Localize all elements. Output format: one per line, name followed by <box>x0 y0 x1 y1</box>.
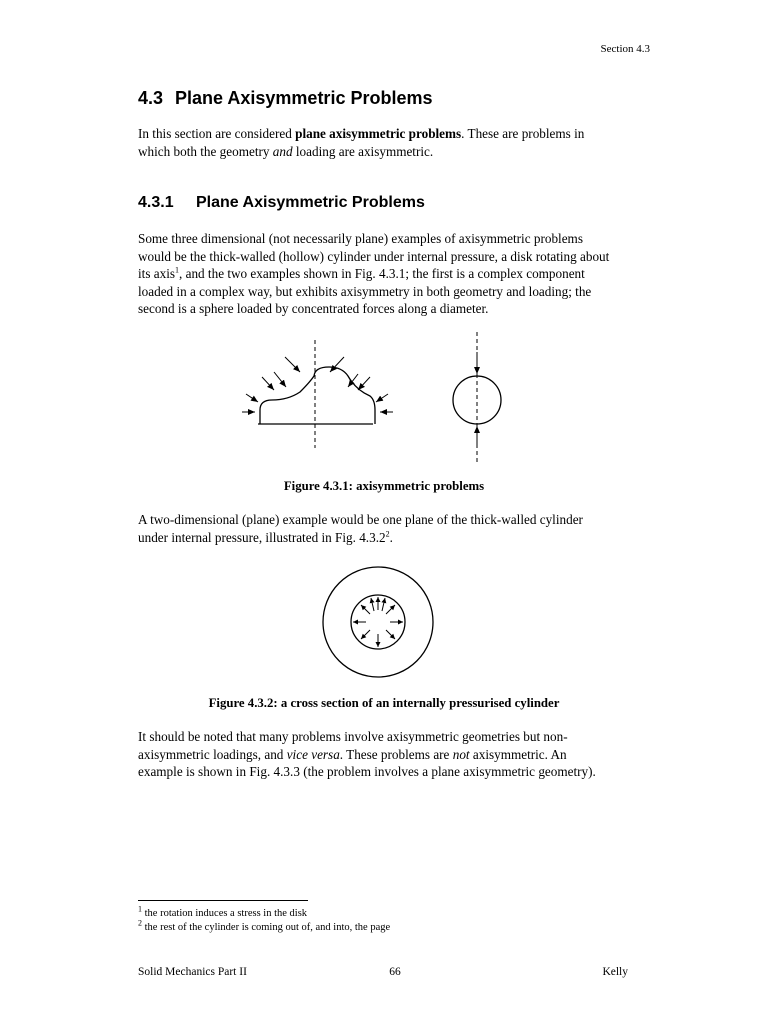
text-run: In this section are considered <box>138 126 296 141</box>
emphasis: not <box>452 746 470 762</box>
paragraph-line: example is shown in Fig. 4.3.3 (the problem involves a plane axisymmetric geometry). <box>138 764 596 779</box>
figure-2-caption: Figure 4.3.2: a cross section of an internally pressurised cylinder <box>208 696 560 710</box>
footer-left: Solid Mechanics Part II <box>138 966 247 978</box>
text-run: . These problems are <box>339 746 453 762</box>
paragraph-line <box>138 746 638 764</box>
figure-4-3-2 <box>320 560 440 684</box>
footnote-1 <box>138 904 308 921</box>
text-run: which both the geometry <box>138 143 273 159</box>
text-run: its axis <box>138 266 175 281</box>
subsection-number: 4.3.1 <box>138 194 174 211</box>
intro-line-1 <box>138 125 638 143</box>
paragraph-line <box>138 529 638 547</box>
section-title <box>138 88 432 109</box>
footnote-mark: 1 <box>138 904 142 914</box>
bold-term: plane axisymmetric problems <box>295 126 462 141</box>
footnote-rule <box>138 900 308 901</box>
text-run: axisymmetric loadings, and <box>138 746 287 762</box>
figure-1-caption: Figure 4.3.1: axisymmetric problems <box>283 479 485 493</box>
paragraph-3 <box>138 728 638 781</box>
paragraph-2 <box>138 511 638 546</box>
text-run: under internal pressure, illustrated in Fig. 4.3.2 <box>138 529 386 545</box>
intro-paragraph <box>138 125 638 160</box>
figure-4-3-1 <box>230 330 520 465</box>
page-number: 66 <box>389 966 401 978</box>
cylinder-cross-section-drawing <box>323 567 433 677</box>
footnote-mark: 2 <box>138 918 142 928</box>
paragraph-line <box>138 265 638 283</box>
footnote-text: the rotation induces a stress in the disk <box>142 908 308 919</box>
footnote-text: the rest of the cylinder is coming out of, and into, the page <box>142 922 391 933</box>
paragraph-line: would be the thick-walled (hollow) cylinder under internal pressure, a disk rotating about <box>138 248 610 264</box>
text-run: axisymmetric. An <box>469 746 567 762</box>
paragraph-line: Some three dimensional (not necessarily plane) examples of axisymmetric problems <box>138 231 583 246</box>
axisymmetric-component-drawing <box>242 340 393 448</box>
text-run: . These are problems in <box>461 126 585 141</box>
footnote-ref: 1 <box>175 265 179 275</box>
paragraph-line: A two-dimensional (plane) example would be one plane of the thick-walled cylinder <box>138 512 583 527</box>
paragraph-line: loaded in a complex way, but exhibits axisymmetry in both geometry and loading; the <box>138 283 592 299</box>
text-run: . <box>389 529 393 545</box>
paragraph-line: second is a sphere loaded by concentrated forces along a diameter. <box>138 301 489 316</box>
footnote-2 <box>138 918 391 935</box>
footer-author: Kelly <box>602 966 628 978</box>
text-run: , and the two examples shown in Fig. 4.3.1; the first is a complex component <box>179 266 585 281</box>
sphere-drawing <box>453 332 501 462</box>
running-header: Section 4.3 <box>600 43 650 55</box>
paragraph-line: It should be noted that many problems involve axisymmetric geometries but non- <box>138 729 568 744</box>
emphasis: vice versa <box>286 746 340 762</box>
section-number: 4.3 <box>138 88 164 108</box>
subsection-title-text: Plane Axisymmetric Problems <box>196 194 425 211</box>
section-title-text: Plane Axisymmetric Problems <box>175 88 433 108</box>
text-run: loading are axisymmetric. <box>292 143 434 159</box>
paragraph-1 <box>138 230 638 318</box>
footnote-ref: 2 <box>385 529 390 539</box>
emphasis: and <box>272 143 293 159</box>
intro-line-2 <box>138 143 638 161</box>
subsection-title <box>138 194 425 212</box>
